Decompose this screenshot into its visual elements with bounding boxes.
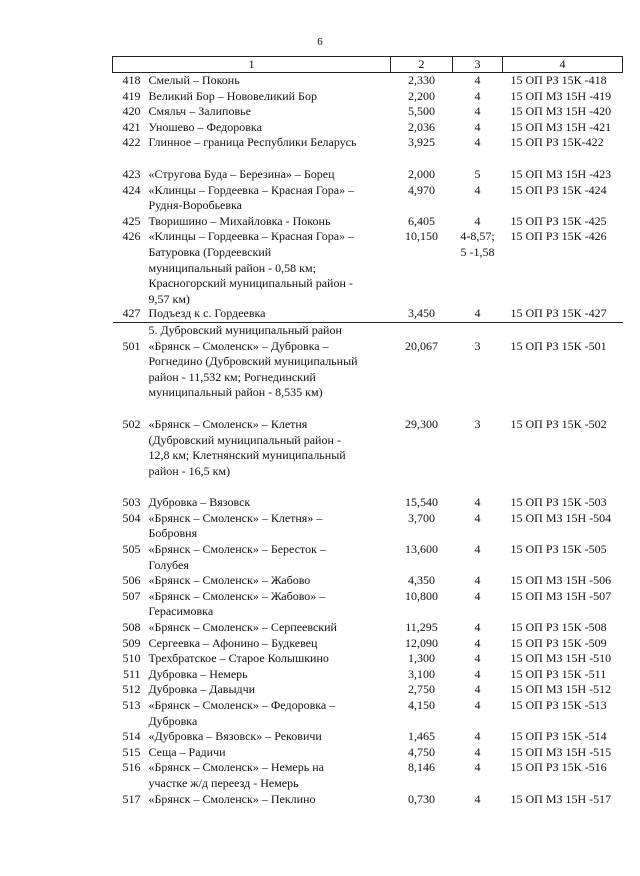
road-code: 15 ОП РЗ 15К -516 [510, 760, 607, 775]
road-length: 0,730 [408, 791, 435, 806]
road-name: Глинное – граница Республики Беларусь [148, 135, 357, 150]
table-row [113, 73, 623, 89]
table-row [113, 183, 623, 214]
table-row [113, 620, 623, 636]
road-code: 15 ОП МЗ 15Н -515 [510, 744, 612, 759]
road-length: 1,300 [408, 651, 435, 666]
road-category: 4 [474, 73, 481, 87]
road-name: Смяльч – Залиповье [148, 104, 251, 119]
row-number: 511 [122, 666, 141, 681]
road-code: 15 ОП МЗ 15Н -420 [510, 104, 612, 119]
table-row [113, 306, 623, 322]
table-row [113, 495, 623, 511]
road-length: 13,600 [405, 542, 438, 557]
road-length: 4,150 [408, 698, 435, 712]
road-length: 20,067 [405, 338, 438, 353]
road-code: 15 ОП МЗ 15Н -421 [510, 119, 612, 134]
road-length: 3,100 [408, 666, 435, 681]
road-name: «Стругова Буда – Березина» – Борец [148, 166, 335, 181]
row-number: 426 [122, 229, 141, 244]
row-number: 427 [122, 306, 141, 321]
road-length: 4,750 [408, 744, 435, 759]
row-number: 425 [122, 213, 141, 228]
road-name: Дубровка – Немерь [148, 666, 248, 681]
road-name: «Дубровка – Вязовск» – Рековичи [148, 729, 322, 744]
road-length: 2,000 [408, 166, 435, 181]
table-row [113, 698, 623, 729]
row-number: 507 [122, 588, 141, 603]
row-number: 423 [122, 166, 141, 181]
road-name: «Клинцы – Гордеевка – Красная Гора» – Рудня-Воробьевка [148, 182, 355, 213]
road-name: Творишино – Михайловка - Поконь [148, 213, 331, 228]
road-code: 15 ОП МЗ 15Н -512 [510, 682, 612, 697]
road-code: 15 ОП МЗ 15Н -504 [510, 510, 612, 525]
road-code: 15 ОП МЗ 15Н -423 [510, 166, 612, 181]
column-header: 1 [113, 57, 391, 73]
road-length: 3,450 [408, 306, 435, 321]
road-code: 15 ОП МЗ 15Н -517 [510, 791, 612, 806]
road-code: 15 ОП МЗ 15Н -506 [510, 573, 612, 588]
road-length: 11,295 [405, 620, 438, 635]
road-name: «Брянск – Смоленск» – Жабово» – Герасимовка [148, 588, 326, 619]
road-category: 4 [474, 104, 481, 119]
road-code: 15 ОП МЗ 15Н -419 [510, 88, 612, 103]
row-number: 502 [122, 416, 141, 431]
road-code: 15 ОП РЗ 15К -424 [510, 182, 607, 197]
road-name: «Брянск – Смоленск» – Дубровка – Рогнедино (Дубровский муниципальный район - 11,532 км; Рогнединский муниципальный район - 8,535 км) [148, 338, 358, 400]
road-length: 8,146 [408, 760, 435, 775]
road-name: «Брянск – Смоленск» – Жабово [148, 573, 311, 588]
table-row [113, 339, 623, 417]
roads-table [112, 56, 623, 807]
road-name: «Брянск – Смоленск» – Клетня (Дубровский муниципальный район - 12,8 км; Клетнянский муниципальный район - 16,5 км) [148, 416, 346, 478]
road-length: 4,350 [408, 573, 435, 588]
road-category: 4 [474, 542, 481, 557]
road-category: 4 [474, 119, 481, 134]
road-name: «Брянск – Смоленск» – Федоровка – Дубровка [148, 698, 336, 728]
road-category: 4 [474, 698, 481, 712]
row-number: 501 [122, 338, 141, 353]
row-number: 420 [122, 104, 141, 119]
road-name: Сергеевка – Афонино – Будкевец [148, 635, 318, 650]
header-row [113, 57, 623, 73]
row-number: 514 [122, 729, 141, 744]
road-length: 3,925 [408, 135, 435, 150]
road-category: 4 [474, 651, 481, 666]
row-number: 418 [122, 73, 141, 87]
table-row [113, 745, 623, 761]
road-name: «Брянск – Смоленск» – Серпеевский [148, 620, 337, 635]
road-category: 4 [474, 213, 481, 228]
road-length: 2,200 [408, 88, 435, 103]
road-length: 12,090 [405, 635, 438, 650]
table-row [113, 511, 623, 542]
road-category: 4 [474, 635, 481, 650]
page-number: 6 [317, 36, 323, 48]
road-category: 4 [474, 729, 481, 744]
road-category: 3 [474, 338, 481, 353]
road-length: 29,300 [405, 416, 438, 431]
road-code: 15 ОП РЗ 15К -425 [510, 213, 607, 228]
section-title: 5. Дубровский муниципальный район [113, 322, 623, 338]
table-row [113, 792, 623, 808]
table-row [113, 120, 623, 136]
road-length: 2,330 [408, 73, 435, 87]
road-category: 4 [474, 588, 481, 603]
row-number: 512 [122, 682, 141, 697]
table-row [113, 417, 623, 495]
row-number: 510 [122, 651, 141, 666]
road-length: 3,700 [408, 510, 435, 525]
row-number: 509 [122, 635, 141, 650]
road-name: Великий Бор – Нововеликий Бор [148, 88, 317, 103]
row-number: 506 [122, 573, 141, 588]
road-code: 15 ОП РЗ 15К -508 [510, 620, 607, 635]
table-row [113, 135, 623, 167]
road-length: 5,500 [408, 104, 435, 119]
table-row [113, 573, 623, 589]
road-code: 15 ОП РЗ 15К -513 [510, 698, 607, 712]
row-number: 424 [122, 182, 141, 197]
road-name: Сеща – Радичи [148, 744, 226, 759]
road-name: «Брянск – Смоленск» – Пеклино [148, 791, 316, 806]
road-category: 4 [474, 495, 481, 510]
road-code: 15 ОП РЗ 15К -511 [510, 666, 607, 681]
road-length: 4,970 [408, 182, 435, 197]
road-code: 15 ОП МЗ 15Н -510 [510, 651, 612, 666]
table-row [113, 760, 623, 791]
row-number: 516 [122, 760, 141, 775]
road-category: 4 [474, 620, 481, 635]
road-category: 4 [474, 306, 481, 321]
road-category: 4-8,57; 5 -1,58 [460, 229, 495, 259]
table-row [113, 542, 623, 573]
road-name: Уношево – Федоровка [148, 119, 262, 134]
road-length: 1,465 [408, 729, 435, 744]
road-category: 4 [474, 135, 481, 150]
road-name: «Брянск – Смоленск» – Клетня» – Бобровня [148, 510, 323, 541]
road-category: 4 [474, 88, 481, 103]
road-category: 4 [474, 682, 481, 697]
road-name: Трехбратское – Старое Колышкино [148, 651, 329, 666]
road-length: 2,750 [408, 682, 435, 697]
row-number: 503 [122, 495, 141, 510]
road-category: 4 [474, 791, 481, 806]
table-row [113, 229, 623, 306]
table-row [113, 729, 623, 745]
road-name: Подъезд к с. Гордеевка [148, 306, 266, 321]
road-category: 3 [474, 416, 481, 431]
table-row [113, 682, 623, 698]
road-category: 4 [474, 666, 481, 681]
road-code: 15 ОП РЗ 15К -501 [510, 338, 607, 353]
road-length: 6,405 [408, 213, 435, 228]
road-category: 4 [474, 760, 481, 775]
row-number: 515 [122, 744, 141, 759]
road-code: 15 ОП МЗ 15Н -507 [510, 588, 612, 603]
row-number: 421 [122, 119, 141, 134]
road-name: «Клинцы – Гордеевка – Красная Гора» – Батуровка (Гордеевский муниципальный район - 0,58 км; Красногорский муниципальный район - 9,57 км) [148, 229, 355, 306]
road-category: 4 [474, 182, 481, 197]
road-code: 15 ОП РЗ 15К -505 [510, 542, 607, 557]
row-number: 419 [122, 88, 141, 103]
table-row [113, 667, 623, 683]
row-number: 513 [122, 698, 141, 712]
road-code: 15 ОП РЗ 15К -503 [510, 495, 607, 510]
road-name: «Брянск – Смоленск» – Немерь на участке ж/д переезд - Немерь [148, 760, 324, 790]
road-code: 15 ОП РЗ 15К -514 [510, 729, 607, 744]
road-category: 4 [474, 510, 481, 525]
column-header: 3 [453, 57, 503, 73]
section-row [113, 322, 623, 338]
row-number: 517 [122, 791, 141, 806]
road-name: «Брянск – Смоленск» – Бересток – Голубея [148, 542, 326, 572]
table-row [113, 167, 623, 183]
table-row [113, 104, 623, 120]
road-category: 5 [474, 166, 481, 181]
road-code: 15 ОП РЗ 15К -418 [510, 73, 607, 87]
road-name: Смелый – Поконь [148, 73, 240, 87]
road-code: 15 ОП РЗ 15К-422 [510, 135, 604, 150]
column-header: 2 [391, 57, 453, 73]
road-length: 15,540 [405, 495, 438, 510]
road-name: Дубровка – Вязовск [148, 495, 251, 510]
road-code: 15 ОП РЗ 15К -509 [510, 635, 607, 650]
road-length: 10,150 [405, 229, 438, 244]
road-length: 10,800 [405, 588, 438, 603]
road-name: Дубровка – Давыдчи [148, 682, 256, 697]
table-row [113, 589, 623, 620]
column-header: 4 [503, 57, 623, 73]
row-number: 504 [122, 510, 141, 525]
table-row [113, 89, 623, 105]
road-code: 15 ОП РЗ 15К -426 [510, 229, 607, 244]
road-code: 15 ОП РЗ 15К -427 [510, 306, 607, 321]
table-row [113, 214, 623, 230]
road-length: 2,036 [408, 119, 435, 134]
road-category: 4 [474, 573, 481, 588]
table-row [113, 636, 623, 652]
row-number: 422 [122, 135, 141, 150]
row-number: 508 [122, 620, 141, 635]
table-row [113, 651, 623, 667]
road-code: 15 ОП РЗ 15К -502 [510, 416, 607, 431]
row-number: 505 [122, 542, 141, 557]
road-category: 4 [474, 744, 481, 759]
